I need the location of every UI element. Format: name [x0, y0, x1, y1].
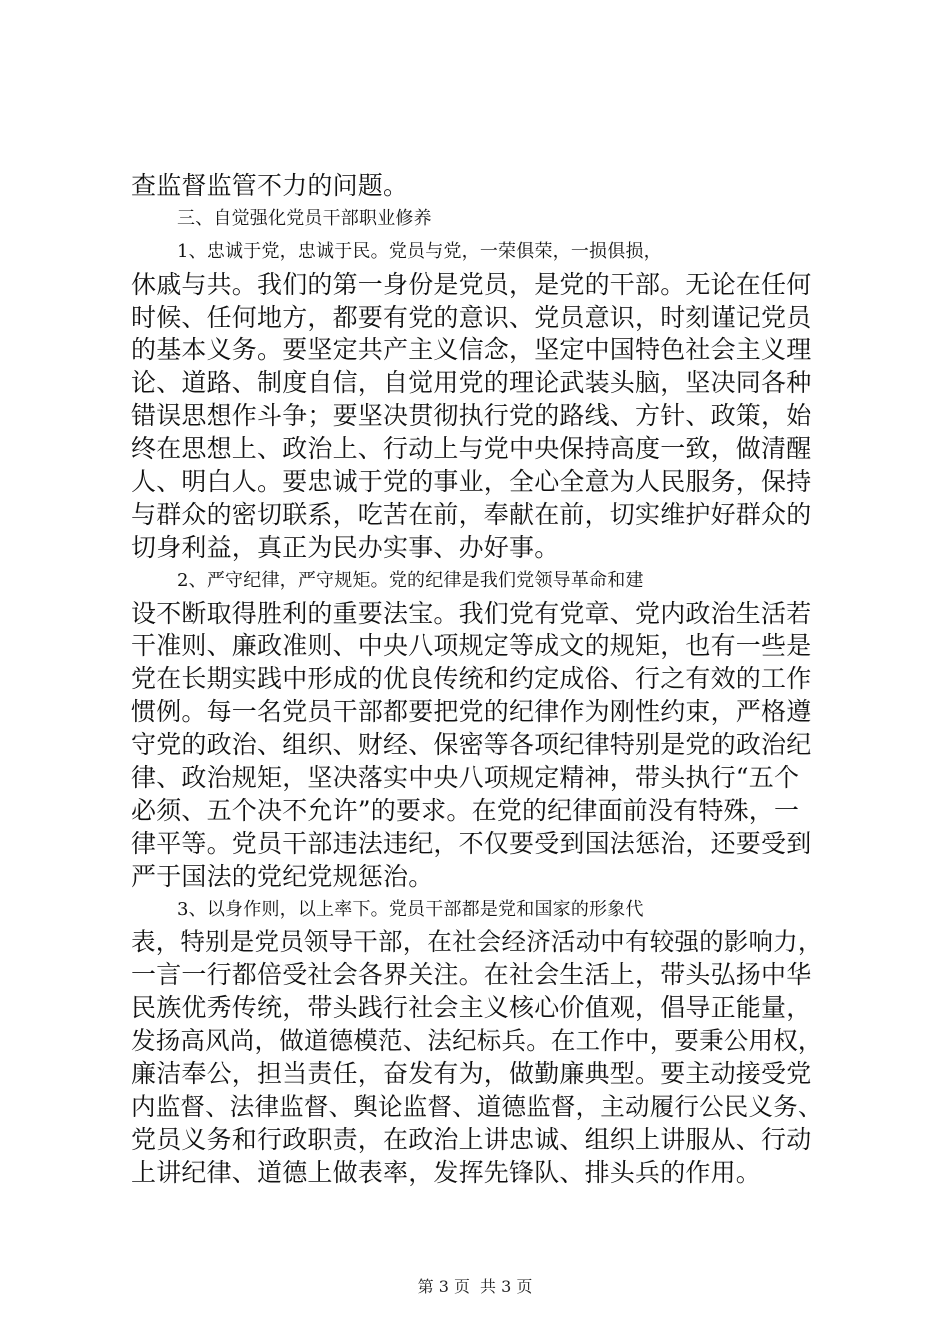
page-total: 共 3 页: [480, 1277, 533, 1296]
text-line: 民族优秀传统，带头践行社会主义核心价值观，倡导正能量，: [131, 993, 812, 1023]
text-line: 必须、五个决不允许”的要求。在党的纪律面前没有特殊，一: [131, 795, 800, 825]
text-line: 查监督监管不力的问题。: [131, 171, 409, 200]
text-line: 3、以身作则，以上率下。党员干部都是党和国家的形象代: [177, 898, 644, 920]
text-line: 党在长期实践中形成的优良传统和约定成俗、行之有效的工作: [131, 664, 812, 694]
text-line: 的基本义务。要坚定共产主义信念，坚定中国特色社会主义理: [131, 335, 812, 365]
text-line: 律平等。党员干部违法违纪，不仅要受到国法惩治，还要受到: [131, 828, 812, 858]
text-line: 设不断取得胜利的重要法宝。我们党有党章、党内政治生活若: [131, 598, 812, 628]
text-line: 终在思想上、政治上、行动上与党中央保持高度一致，做清醒: [131, 434, 812, 464]
text-line: 与群众的密切联系，吃苦在前，奉献在前，切实维护好群众的: [131, 499, 812, 529]
text-line: 休戚与共。我们的第一身份是党员，是党的干部。无论在任何: [131, 269, 812, 299]
page-number: 第 3 页: [417, 1277, 470, 1296]
text-line: 内监督、法律监督、舆论监督、道德监督，主动履行公民义务、: [131, 1091, 823, 1121]
text-line: 1、忠诚于党，忠诚于民。党员与党，一荣俱荣，一损俱损，: [177, 240, 662, 262]
text-line: 惯例。每一名党员干部都要把党的纪律作为刚性约束，严格遵: [131, 697, 812, 727]
text-line: 切身利益，真正为民办实事、办好事。: [131, 532, 560, 562]
text-line: 守党的政治、组织、财经、保密等各项纪律特别是党的政治纪: [131, 730, 812, 760]
text-line: 人、明白人。要忠诚于党的事业，全心全意为人民服务，保持: [131, 467, 812, 497]
text-line: 2、严守纪律，严守规矩。党的纪律是我们党领导革命和建: [177, 569, 644, 591]
text-line: 廉洁奉公，担当责任，奋发有为，做勤廉典型。要主动接受党: [131, 1059, 812, 1089]
text-line: 一言一行都倍受社会各界关注。在社会生活上，带头弘扬中华: [131, 960, 812, 990]
page-footer: [0, 1277, 950, 1297]
text-line: 律、政治规矩，坚决落实中央八项规定精神，带头执行“五个: [131, 763, 800, 793]
text-line: 上讲纪律、道德上做表率，发挥先锋队、排头兵的作用。: [131, 1157, 762, 1187]
text-line: 发扬高风尚，做道德模范、法纪标兵。在工作中，要秉公用权，: [131, 1026, 823, 1056]
text-line: 三、自觉强化党员干部职业修养: [177, 207, 432, 229]
text-line: 严于国法的党纪党规惩治。: [131, 861, 434, 891]
text-line: 表，特别是党员领导干部，在社会经济活动中有较强的影响力，: [131, 927, 823, 957]
text-line: 论、道路、制度自信，自觉用党的理论武装头脑，坚决同各种: [131, 368, 812, 398]
document-body: [131, 170, 831, 1190]
text-line: 错误思想作斗争；要坚决贯彻执行党的路线、方针、政策，始: [131, 401, 812, 431]
text-line: 党员义务和行政职责，在政治上讲忠诚、组织上讲服从、行动: [131, 1124, 812, 1154]
text-line: 时候、任何地方，都要有党的意识、党员意识，时刻谨记党员: [131, 302, 812, 332]
text-line: 干准则、廉政准则、中央八项规定等成文的规矩，也有一些是: [131, 631, 812, 661]
